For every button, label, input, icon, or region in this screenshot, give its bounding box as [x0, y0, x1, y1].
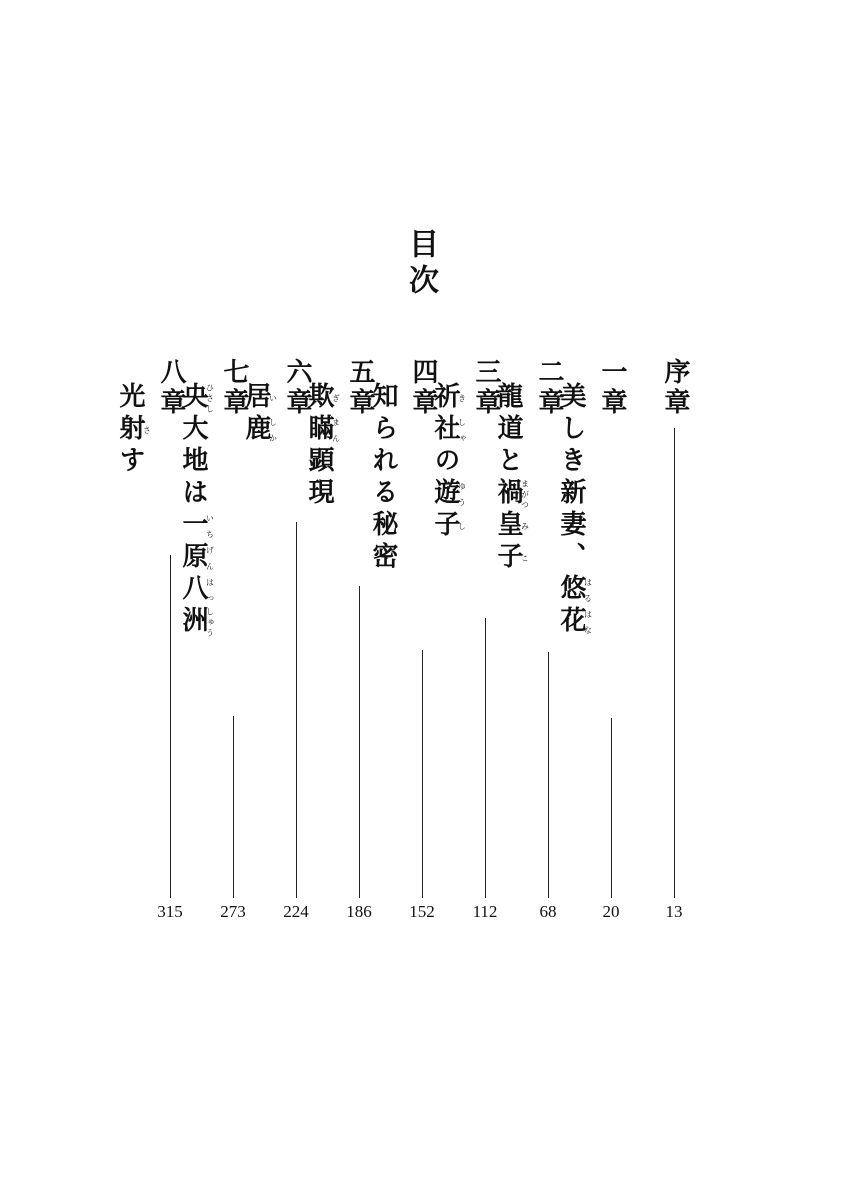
chapter-title: 光射さす: [115, 382, 152, 478]
toc-entry-chapter-7[interactable]: [178, 358, 254, 638]
chapter-label: 五章: [345, 358, 375, 418]
chapter-title: 美しき新妻、悠はる花はな: [556, 382, 593, 638]
chapter-title: 欺ぎ瞞まん顕現: [304, 382, 341, 510]
toc-leader-line: [422, 650, 423, 898]
chapter-title: 龍道と禍まがつ皇み子こ: [493, 382, 530, 574]
page-number: 152: [409, 902, 435, 921]
chapter-title: 祈き社しゃの遊ゆう子し: [430, 382, 467, 542]
toc-leader-line: [359, 586, 360, 898]
chapter-label: 四章: [408, 358, 438, 418]
page-title: 目次: [403, 228, 438, 300]
toc-leader-line: [674, 428, 675, 898]
chapter-title: 居い鹿しか: [241, 382, 278, 446]
chapter-label: 二章: [534, 358, 564, 418]
page-number: 112: [472, 902, 498, 921]
toc-entry-chapter-2[interactable]: [493, 358, 569, 574]
chapter-title: 知られる秘密: [368, 382, 398, 574]
chapter-title: 央ひさし大地は一いち原げん八はっ洲しゅう: [178, 382, 215, 638]
toc-leader-line: [296, 522, 297, 898]
chapter-label: 一章: [597, 358, 627, 418]
toc-leader-line: [548, 652, 549, 898]
toc-entry-chapter-6[interactable]: [241, 358, 317, 446]
chapter-label: 序章: [660, 358, 690, 418]
page-number: 68: [539, 902, 557, 921]
page-number: 20: [602, 902, 620, 921]
chapter-label: 三章: [471, 358, 501, 418]
chapter-label: 八章: [156, 358, 186, 418]
toc-entry-chapter-5[interactable]: [304, 358, 380, 510]
toc-leader-line: [233, 716, 234, 898]
page-number: 13: [665, 902, 683, 921]
toc-leader-line: [611, 718, 612, 898]
toc-entry-chapter-3[interactable]: [430, 358, 506, 542]
toc-entry-chapter-4[interactable]: [368, 358, 443, 574]
page-number: 224: [283, 902, 309, 921]
chapter-label: 七章: [219, 358, 249, 418]
chapter-label: 六章: [282, 358, 312, 418]
toc-entry-chapter-1[interactable]: [556, 358, 632, 638]
page-number: 273: [220, 902, 246, 921]
page-number: 315: [157, 902, 183, 921]
toc-entry-chapter-8[interactable]: [115, 358, 191, 478]
toc-entry-prologue[interactable]: [655, 358, 695, 418]
page-number: 186: [346, 902, 372, 921]
toc-leader-line: [485, 618, 486, 898]
toc-leader-line: [170, 555, 171, 898]
